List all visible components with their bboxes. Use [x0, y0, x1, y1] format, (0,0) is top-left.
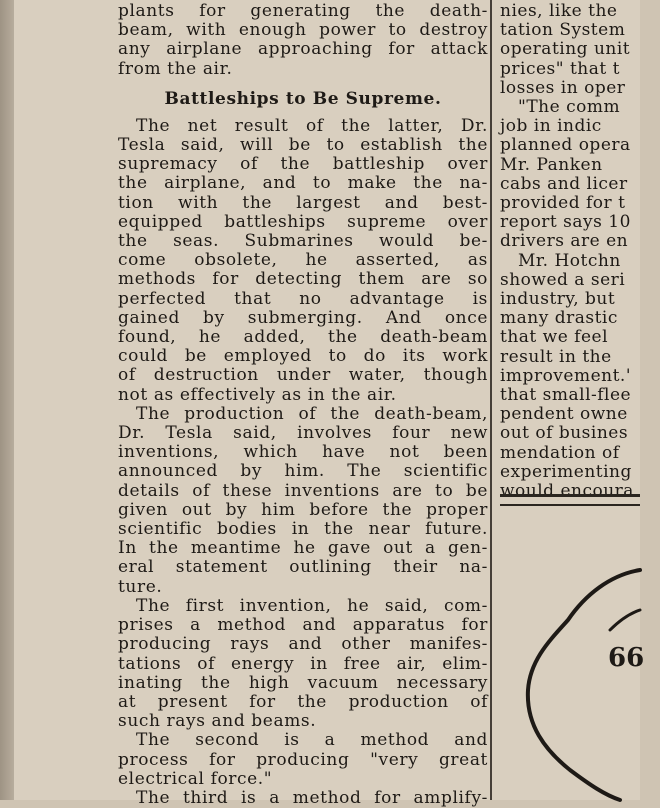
section-heading: Battleships to Be Supreme. [164, 88, 442, 109]
text-line: "The comm [518, 97, 621, 118]
text-line: beam, with enough power to destroy [118, 20, 488, 41]
paragraph-first-invention [118, 597, 488, 731]
text-line: from the air. [118, 58, 233, 79]
text-line: result in the [500, 346, 612, 367]
text-line: at present for the production of [118, 691, 488, 712]
text-line: details of these inventions are to be [118, 480, 488, 501]
text-line: ture. [118, 576, 163, 597]
text-line: could be employed to do its work [118, 346, 488, 367]
text-line: improvement.' [500, 365, 632, 386]
text-line: that small-flee [500, 385, 632, 406]
text-line: industry, but [500, 289, 616, 310]
text-line: drivers are en [500, 231, 629, 252]
text-line: experimenting [500, 461, 632, 482]
text-line: pendent owne [500, 404, 628, 425]
text-line: eral statement outlining their na- [118, 557, 488, 578]
text-line: given out by him before the proper [118, 499, 488, 520]
text-line: found, he added, the death-beam [118, 327, 488, 348]
paragraph-second-invention [118, 731, 488, 789]
text-line: nies, like the [500, 1, 618, 21]
text-line: Tesla said, will be to establish the [118, 135, 488, 156]
cartoon-inner-stroke [610, 610, 640, 630]
text-line: the airplane, and to make the na- [118, 173, 488, 194]
text-line: the seas. Submarines would be- [118, 231, 488, 252]
text-line: mendation of [500, 442, 620, 463]
text-line: The production of the death-beam, [136, 403, 488, 424]
text-line: provided for t [500, 193, 626, 214]
text-line: many drastic [500, 308, 618, 329]
text-line: Dr. Tesla said, involves four new [118, 423, 488, 444]
text-line: perfected that no advantage is [118, 288, 488, 309]
double-rule [500, 494, 640, 506]
text-line: that we feel [500, 327, 609, 348]
text-line: would encoura [500, 481, 634, 502]
text-line: tations of energy in free air, elim- [118, 653, 488, 674]
text-line: process for producing "very great [118, 749, 488, 770]
text-line: come obsolete, he asserted, as [118, 250, 488, 271]
text-line: prises a method and apparatus for [118, 615, 488, 636]
text-line: out of busines [500, 423, 629, 444]
text-line: The third is a method for amplify- [136, 787, 488, 808]
paragraph-battleships [118, 117, 488, 405]
paragraph-production [118, 405, 488, 597]
text-line: tation System [500, 20, 626, 41]
cartoon-quote-text: 66 [608, 643, 645, 673]
text-line: The net result of the latter, Dr. [136, 115, 488, 136]
text-line: prices" that t [500, 58, 620, 79]
text-line: The second is a method and [136, 730, 488, 751]
text-line: losses in oper [500, 77, 626, 98]
text-line: planned opera [500, 135, 631, 156]
text-line: tion with the largest and best- [118, 192, 488, 213]
text-line: cabs and licer [500, 173, 628, 194]
text-line: not as effectively as in the air. [118, 384, 397, 405]
paragraph-third-invention [118, 789, 488, 808]
side-article-column [500, 2, 660, 501]
text-line: such rays and beams. [118, 711, 317, 732]
text-line: supremacy of the battleship over [118, 154, 488, 175]
text-line: scientific bodies in the near future. [118, 519, 488, 540]
text-line: report says 10 [500, 212, 631, 233]
text-line: producing rays and other manifes- [118, 634, 488, 655]
text-line: announced by him. The scientific [118, 461, 488, 482]
text-line: methods for detecting them are so [118, 269, 488, 290]
text-line: equipped battleships supreme over [118, 211, 488, 232]
text-line: any airplane approaching for attack [118, 39, 488, 60]
text-line: In the meantime he gave out a gen- [118, 538, 488, 559]
text-line: showed a seri [500, 269, 626, 290]
text-line: of destruction under water, though [118, 365, 488, 386]
text-line: electrical force." [118, 768, 273, 789]
text-line: The first invention, he said, com- [136, 595, 488, 616]
text-line: Mr. Hotchn [518, 250, 621, 271]
text-line: job in indic [500, 116, 602, 137]
text-line: operating unit [500, 39, 631, 60]
text-line: gained by submerging. And once [118, 307, 488, 328]
text-line: plants for generating the death- [118, 1, 488, 21]
main-article-column [118, 2, 488, 808]
top-paragraph [118, 2, 488, 79]
cartoon-illustration [500, 540, 645, 800]
text-line: Mr. Panken [500, 154, 603, 175]
column-divider [490, 0, 492, 800]
text-line: inventions, which have not been [118, 442, 488, 463]
cartoon-outline [528, 570, 640, 800]
text-line: inating the high vacuum necessary [118, 672, 488, 693]
